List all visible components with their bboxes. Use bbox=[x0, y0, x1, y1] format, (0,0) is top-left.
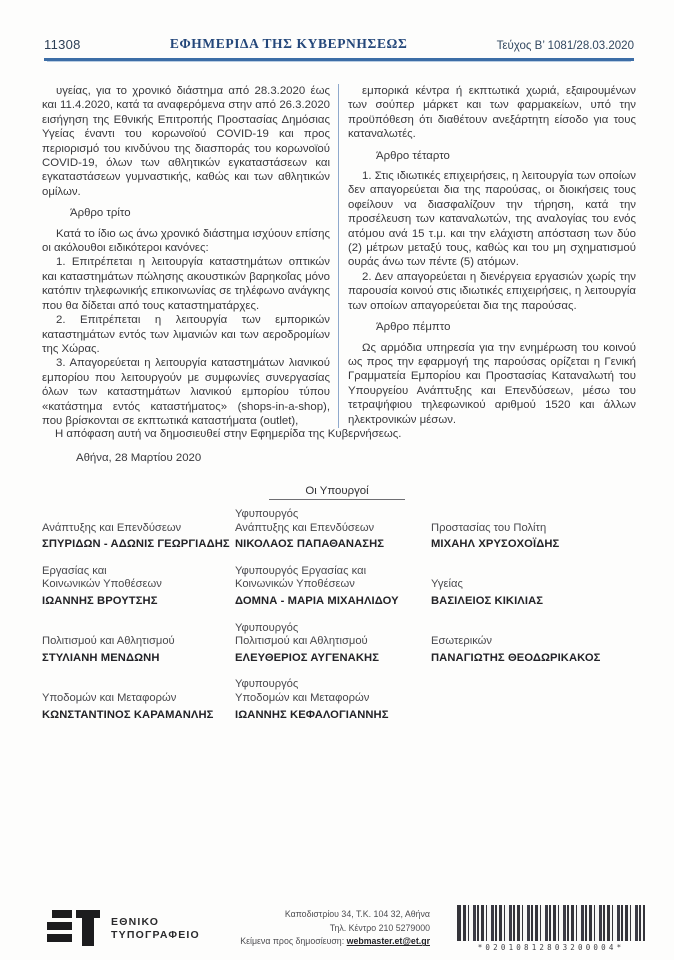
left-continuation-paragraph: υγείας, για το χρονικό διάστημα από 28.3.2020 έως και 11.4.2020, κατά τα αναφερόμενα στην από 26.3.2020 εισήγηση της Εθνικής Επιτροπής Προστασίας Δημόσιας Υγείας έναντι του κορωνοϊού COVID-19 και προς περιορισμό του κινδύνου της διασποράς του κορωνοϊού COVID-19, όλων των αθλητικών εγκαταστάσεων και εγκαταστάσεων γυμναστικής, καθώς και των αθλητικών ομίλων. bbox=[42, 85, 330, 198]
barcode-block bbox=[456, 905, 646, 952]
minister-role: Κοινωνικών Υποθέσεων bbox=[42, 578, 162, 591]
footer-contact-block bbox=[238, 908, 430, 949]
footer-phone: Τηλ. Κέντρο 210 5279000 bbox=[329, 922, 430, 933]
minister-cell bbox=[42, 678, 235, 722]
minister-cell bbox=[235, 622, 431, 666]
minister-name: ΣΤΥΛΙΑΝΗ ΜΕΝΔΩΝΗ bbox=[42, 651, 160, 664]
publish-statement: Η απόφαση αυτή να δημοσιευθεί στην Εφημερίδα της Κυβερνήσεως. bbox=[55, 428, 402, 440]
article-3-item-3: 3. Απαγορεύεται η λειτουργία καταστημάτων λιανικού εμπορίου που λειτουργούν με συμφωνίες συνεργασίας όλων των καταστημάτων λιανικού εμπορίου τύπου «κατάστημα εντός καταστήματος» (shops-in-a-shop), που βρίσκονται σε εκπτωτικά καταστήματα (outlet), bbox=[42, 357, 330, 427]
publisher-name-line1: ΕΘΝΙΚΟ bbox=[111, 915, 160, 928]
article-4-heading: Άρθρο τέταρτο bbox=[376, 149, 450, 162]
minister-cell bbox=[235, 678, 431, 722]
minister-cell bbox=[42, 622, 235, 666]
page-footer bbox=[42, 905, 646, 952]
minister-cell bbox=[42, 508, 235, 552]
minister-role: Προστασίας του Πολίτη bbox=[431, 521, 547, 534]
minister-name: ΣΠΥΡΙΔΩΝ - ΑΔΩΝΙΣ ΓΕΩΡΓΙΑΔΗΣ bbox=[42, 538, 230, 551]
publisher-name-line2: ΤΥΠΟΓΡΑΦΕΙΟ bbox=[111, 928, 200, 941]
ministers-heading-wrap bbox=[0, 481, 674, 500]
minister-role: Υφυπουργός bbox=[235, 678, 299, 691]
minister-role: Ανάπτυξης και Επενδύσεων bbox=[235, 521, 375, 534]
ministers-grid bbox=[42, 508, 644, 722]
minister-cell bbox=[431, 565, 644, 609]
article-3-item-2: 2. Επιτρέπεται η λειτουργία των εμπορικών καταστημάτων εντός των λιμανιών και των αεροδρομίων της Χώρας. bbox=[42, 314, 330, 355]
minister-role: Υφυπουργός bbox=[235, 508, 299, 520]
minister-name: ΒΑΣΙΛΕΙΟΣ ΚΙΚΙΛΙΑΣ bbox=[431, 594, 544, 607]
article-3-item-1: 1. Επιτρέπεται η λειτουργία καταστημάτων οπτικών και καταστημάτων πώλησης ακουστικών βαρηκοΐας μόνο κατόπιν τηλεφωνικής επικοινωνίας σε τηλέφωνο ανάγκης που θα δίδεται από τους καταστηματάρχες. bbox=[42, 256, 330, 312]
footer-submission-line bbox=[238, 935, 430, 949]
minister-name: ΔΟΜΝΑ - ΜΑΡΙΑ ΜΙΧΑΗΛΙΔΟΥ bbox=[235, 594, 399, 607]
right-continuation-paragraph: εμπορικά κέντρα ή εκπτωτικά χωριά, εξαιρουμένων των σούπερ μάρκετ και των φαρμακείων, υπό την προϋπόθεση ότι διαθέτουν ανεξάρτητη είσοδο για τους καταναλωτές. bbox=[348, 85, 636, 141]
minister-name: ΝΙΚΟΛΑΟΣ ΠΑΠΑΘΑΝΑΣΗΣ bbox=[235, 538, 385, 551]
page-number: 11308 bbox=[44, 37, 81, 52]
article-5-heading: Άρθρο πέμπτο bbox=[376, 321, 451, 334]
ministers-heading: Οι Υπουργοί bbox=[269, 485, 404, 500]
article-3-heading: Άρθρο τρίτο bbox=[70, 207, 131, 220]
minister-role: Πολιτισμού και Αθλητισμού bbox=[42, 635, 175, 648]
minister-cell bbox=[42, 565, 235, 609]
article-4-item-2: 2. Δεν απαγορεύεται η διενέργεια εργασιών χωρίς την παρουσία κοινού στις ιδιωτικές επιχειρήσεις, η λειτουργία των οποίων απαγορεύεται δια της παρούσας. bbox=[348, 270, 636, 312]
publisher-name bbox=[111, 916, 200, 942]
article-3-intro: Κατά το ίδιο ως άνω χρονικό διάστημα ισχύουν επίσης οι ακόλουθοι ειδικότεροι κανόνες: bbox=[42, 227, 330, 255]
minister-name: ΙΩΑΝΝΗΣ ΒΡΟΥΤΣΗΣ bbox=[42, 594, 158, 607]
et-logo-icon bbox=[42, 909, 102, 949]
minister-role: Κοινωνικών Υποθέσεων bbox=[235, 578, 355, 591]
minister-name: ΙΩΑΝΝΗΣ ΚΕΦΑΛΟΓΙΑΝΝΗΣ bbox=[235, 708, 389, 721]
gazette-title: ΕΦΗΜΕΡΙΔΑ ΤΗΣ ΚΥΒΕΡΝΗΣΕΩΣ bbox=[169, 36, 408, 51]
right-column bbox=[339, 84, 636, 428]
minister-role: Υφυπουργός bbox=[235, 621, 299, 634]
minister-role: Υποδομών και Μεταφορών bbox=[235, 691, 370, 704]
minister-cell bbox=[235, 508, 431, 552]
minister-name: ΠΑΝΑΓΙΩΤΗΣ ΘΕΟΔΩΡΙΚΑΚΟΣ bbox=[431, 651, 601, 664]
minister-name: ΕΛΕΥΘΕΡΙΟΣ ΑΥΓΕΝΑΚΗΣ bbox=[235, 651, 380, 664]
article-body bbox=[42, 84, 636, 428]
article-5-body: Ως αρμόδια υπηρεσία για την ενημέρωση του κοινού ως προς την εφαρμογή της παρούσας ορίζεται η Γενική Γραμματεία Εμπορίου και Προστασίας Καταναλωτή του Υπουργείου Ανάπτυξης και Επενδύσεων, μέσω του τετραψήφιου τηλεφωνικού αριθμού 1520 και άλλων ηλεκτρονικών μέσων. bbox=[348, 341, 636, 426]
minister-role: Εργασίας και bbox=[42, 564, 107, 577]
minister-cell bbox=[431, 622, 644, 666]
place-and-date: Αθήνα, 28 Μαρτίου 2020 bbox=[76, 452, 202, 464]
footer-address: Καποδιστρίου 34, Τ.Κ. 104 32, Αθήνα bbox=[284, 909, 430, 920]
left-column bbox=[42, 84, 338, 428]
barcode-digits: *02010812803200004* bbox=[477, 943, 625, 952]
minister-cell bbox=[235, 565, 431, 609]
minister-cell bbox=[431, 508, 644, 552]
issue-info: Τεύχος Β’ 1081/28.03.2020 bbox=[496, 40, 634, 52]
minister-role: Ανάπτυξης και Επενδύσεων bbox=[42, 521, 182, 534]
minister-role: Εσωτερικών bbox=[431, 635, 492, 648]
minister-role: Υφυπουργός Εργασίας και bbox=[235, 564, 367, 577]
national-printing-house-logo bbox=[42, 909, 238, 949]
minister-role: Υγείας bbox=[431, 578, 463, 591]
article-4-item-1: 1. Στις ιδιωτικές επιχειρήσεις, η λειτουργία των οποίων δεν απαγορεύεται δια της παρούσας, οι διοικήσεις τους οφείλουν να διασφαλίζουν την τήρηση, κατά την προσέλευση των καταναλωτών, της αναλογίας του ενός ατόμου ανά 15 τ.μ. και την ελάχιστη απόσταση των δύο (2) μέτρων μεταξύ τους, καθώς και του μη σχηματισμού ουράς άνω των πέντε (5) ατόμων. bbox=[348, 170, 636, 269]
minister-cell bbox=[431, 678, 644, 722]
minister-name: ΜΙΧΑΗΛ ΧΡΥΣΟΧΟΪΔΗΣ bbox=[431, 538, 560, 551]
minister-role: Υποδομών και Μεταφορών bbox=[42, 691, 177, 704]
footer-email: webmaster.et@et.gr bbox=[346, 936, 430, 947]
minister-role: Πολιτισμού και Αθλητισμού bbox=[235, 635, 368, 648]
page-header bbox=[44, 36, 634, 61]
minister-name: ΚΩΝΣΤΑΝΤΙΝΟΣ ΚΑΡΑΜΑΝΛΗΣ bbox=[42, 708, 214, 721]
footer-submission-label: Κείμενα προς δημοσίευση: bbox=[240, 936, 345, 947]
barcode-icon bbox=[457, 905, 645, 941]
